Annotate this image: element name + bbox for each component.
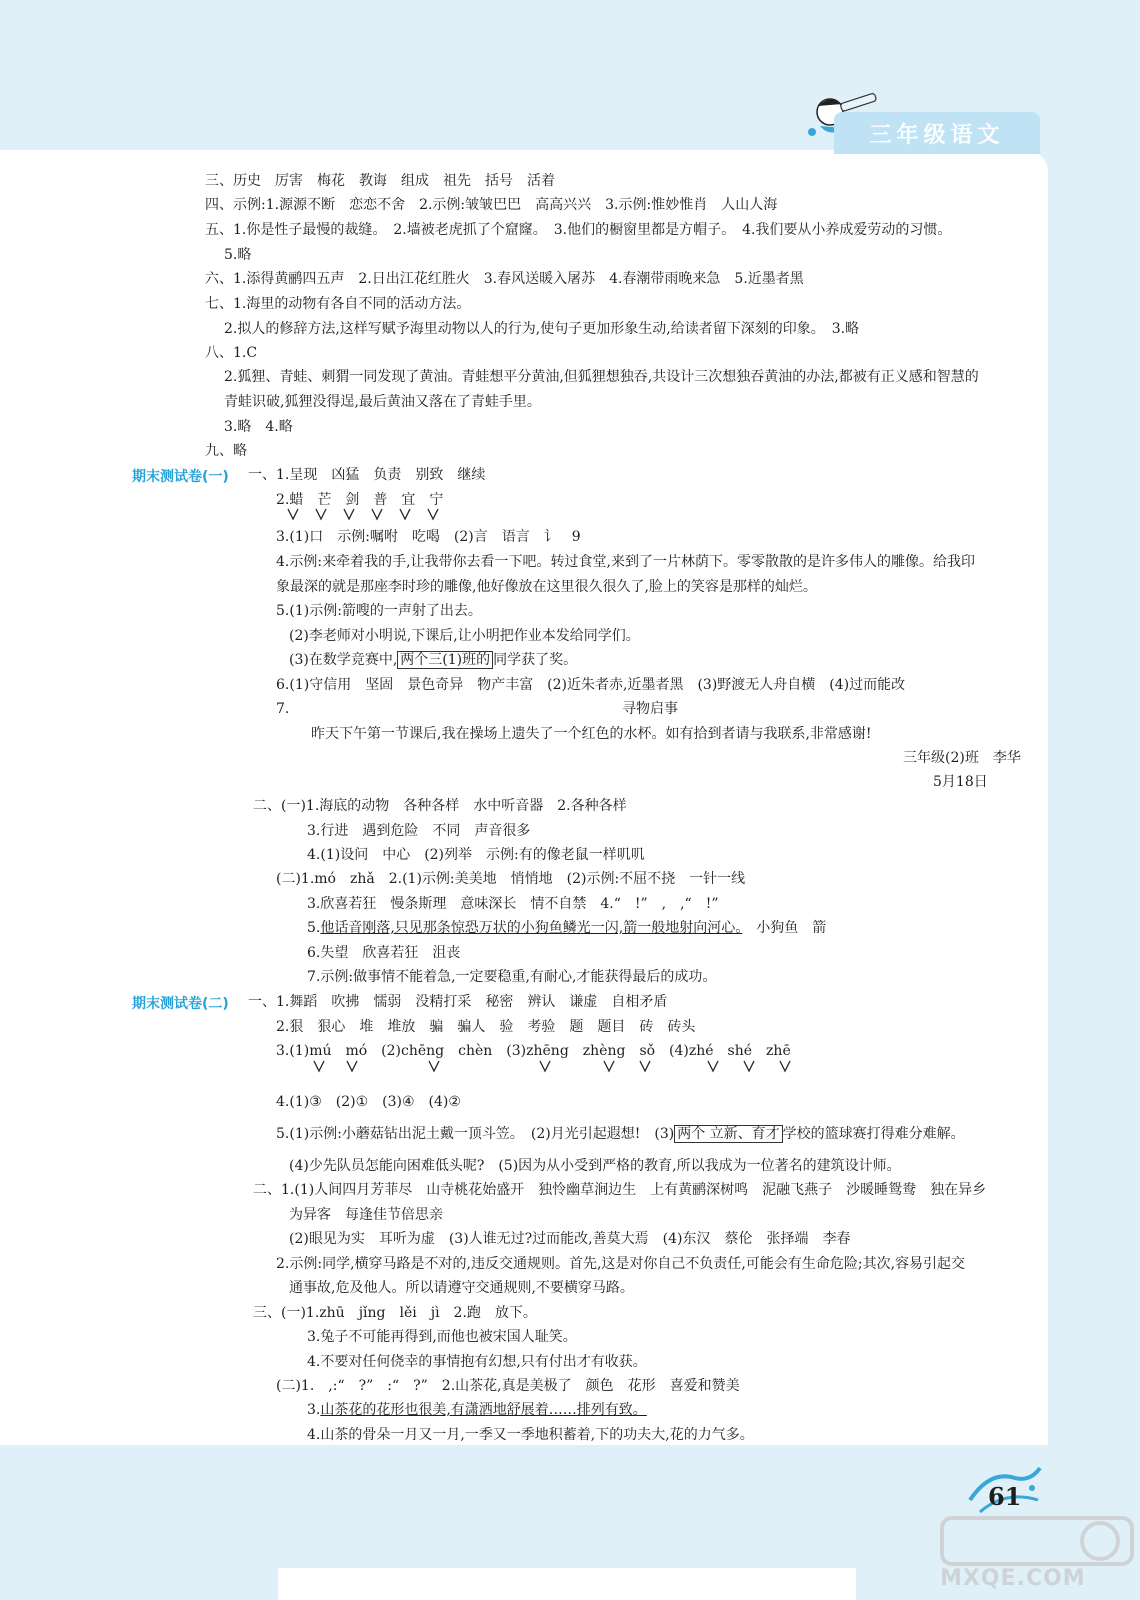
answer-line: 4.不要对任何侥幸的事情抱有幻想,只有付出才有收获。 [307,1354,647,1370]
answer-line: 5.(1)示例:箭嗖的一声射了出去。 [276,603,482,619]
answer-line: 一、1.舞蹈 吹拂 懦弱 没精打采 秘密 辨认 谦虚 自相矛盾 [248,994,668,1010]
answer-line: 七、1.海里的动物有各自不同的活动方法。 [205,296,471,312]
answer-line: 5.略 [224,247,252,263]
answer-line: 2.拟人的修辞方法,这样写赋予海里动物以人的行为,使句子更加形象生动,给读者留下深刻的印象。 3.略 [224,321,860,337]
answer-line: 二、(一)1.海底的动物 各种各样 水中听音器 2.各种各样 [253,798,627,814]
answer-line-box: (3)在数学竞赛中, 两个三(1)班的 同学获了奖。 [289,652,578,668]
watermark-text: MXQE.COM [940,1566,1086,1591]
subject-tab: 三年级语文 [834,112,1040,154]
answer-line: 三年级(2)班 李华 [903,750,1021,766]
answer-line: 九、略 [205,443,247,459]
answer-line: 寻物启事 [622,701,678,717]
section-label: 期末测试卷(一) [132,469,229,485]
answer-line: (二)1.mó zhǎ 2.(1)示例:美美地 悄悄地 (2)示例:不屈不挠 一针一线 [276,871,746,887]
answer-line: 3.(1)口 示例:嘱咐 吃喝 (2)言 语言 讠 9 [276,529,581,545]
answer-line: 五、1.你是性子最慢的裁缝。 2.墙被老虎抓了个窟窿。 3.他们的橱窗里都是方帽子。 4.我们要从小养成爱劳动的习惯。 [205,222,952,238]
section-label: 期末测试卷(二) [132,996,229,1012]
answer-line-underlined-2: 3.山茶花的花形也很美,有潇洒地舒展着……排列有致。 [307,1402,647,1418]
answer-line: 通事故,危及他人。所以请遵守交通规则,不要横穿马路。 [289,1280,634,1296]
answer-line: 象最深的就是那座李时珍的雕像,他好像放在这里很久很久了,脸上的笑容是那样的灿烂。 [276,579,817,595]
answer-line: 三、(一)1.zhū jǐng lěi jì 2.跑 放下。 [253,1305,537,1321]
answer-line: 二、1.(1)人间四月芳菲尽 山寺桃花始盛开 独怜幽草涧边生 上有黄鹂深树鸣 泥融飞燕子 沙暖睡鸳鸯 独在异乡 [253,1182,987,1198]
answer-line: 2.狐狸、青蛙、刺猬一同发现了黄油。青蛙想平分黄油,但狐狸想独吞,共设计三次想独吞黄油的办法,都被有正义感和智慧的 [224,369,979,385]
answer-line-box-2: 5.(1)示例:小蘑菇钻出泥土戴一顶斗笠。 (2)月光引起遐想! (3) 两个 立新、育才 学校的篮球赛打得难分难解。 [276,1126,965,1142]
answer-line: 2.示例:同学,横穿马路是不对的,违反交通规则。首先,这是对你自己不负责任,可能会有生命危险;其次,容易引起交 [276,1256,966,1272]
answer-line: 2.狠 狠心 堆 堆放 骗 骗人 验 考验 题 题目 砖 砖头 [276,1019,696,1035]
answer-line: 八、1.C [205,345,258,361]
footer-bar [278,1568,856,1600]
answer-line: 6.(1)守信用 坚固 景色奇异 物产丰富 (2)近朱者赤,近墨者黑 (3)野渡无人舟自横 (4)过而能改 [276,677,906,693]
checkmarks-icon-2 [286,506,466,522]
answer-line: (2)眼见为实 耳听为虚 (3)人谁无过?过而能改,善莫大焉 (4)东汉 蔡伦 张择端 李春 [289,1231,851,1247]
answer-line: 3.欣喜若狂 慢条斯理 意味深长 情不自禁 4.“ !” , ,“ !” [307,896,719,912]
answer-line: 4.山茶的骨朵一月又一月,一季又一季地积蓄着,下的功夫大,花的力气多。 [307,1427,754,1443]
answer-line: 4.示例:来牵着我的手,让我带你去看一下吧。转过食堂,来到了一片林荫下。零零散散的是许多伟人的雕像。给我印 [276,554,975,570]
answer-line: 4.(1)③ (2)① (3)④ (4)② [276,1094,461,1110]
answer-line: 四、示例:1.源源不断 恋恋不舍 2.示例:皱皱巴巴 高高兴兴 3.示例:惟妙惟肖 人山人海 [205,197,778,213]
answer-line: (二)1. ,:“ ?” :“ ?” 2.山茶花,真是美极了 颜色 花形 喜爱和赞美 [276,1378,740,1394]
answer-line: 3.略 4.略 [224,419,293,435]
answer-line: (4)少先队员怎能向困难低头呢? (5)因为从小受到严格的教育,所以我成为一位著名的建筑设计师。 [289,1158,901,1174]
answer-line: 三、历史 厉害 梅花 教诲 组成 祖先 括号 活着 [205,173,555,189]
answer-line: 7. [276,701,290,717]
answer-line: (2)李老师对小明说,下课后,让小明把作业本发给同学们。 [289,628,640,644]
answer-line: 六、1.添得黄鹂四五声 2.日出江花红胜火 3.春风送暖入屠苏 4.春潮带雨晚来急 5.近墨者黑 [205,271,804,287]
answer-line: 2.蜡 芒 剑 普 宜 宁 [276,492,444,508]
answer-line-underlined: 5.他话音刚落,只见那条惊恐万状的小狗鱼鳞光一闪,箭一般地射向河心。 小狗鱼 箭 [307,920,827,936]
pinyin-line: 3.(1)mú mó (2)chēng chèn (3)zhēng zhèng sǒ (4)zhé shé zhē [276,1043,791,1059]
page-number: 61 [988,1482,1022,1511]
answer-line: 一、1.呈现 凶猛 负责 别致 继续 [248,467,486,483]
answer-line: 昨天下午第一节课后,我在操场上遗失了一个红色的水杯。如有拾到者请与我联系,非常感谢! [311,726,872,742]
checkmarks-icon [300,1058,820,1074]
answer-line: 3.兔子不可能再得到,而他也被宋国人耻笑。 [307,1329,577,1345]
answer-line: 7.示例:做事情不能着急,一定要稳重,有耐心,才能获得最后的成功。 [307,969,717,985]
answer-line: 青蛙识破,狐狸没得逞,最后黄油又落在了青蛙手里。 [224,394,541,410]
answer-line: 3.行进 遇到危险 不同 声音很多 [307,823,531,839]
answer-line: 6.失望 欣喜若狂 沮丧 [307,945,461,961]
answer-line: 5月18日 [933,774,988,790]
answer-line: 为异客 每逢佳节倍思亲 [289,1207,443,1223]
answer-line: 4.(1)设问 中心 (2)列举 示例:有的像老鼠一样叽叽 [307,847,645,863]
